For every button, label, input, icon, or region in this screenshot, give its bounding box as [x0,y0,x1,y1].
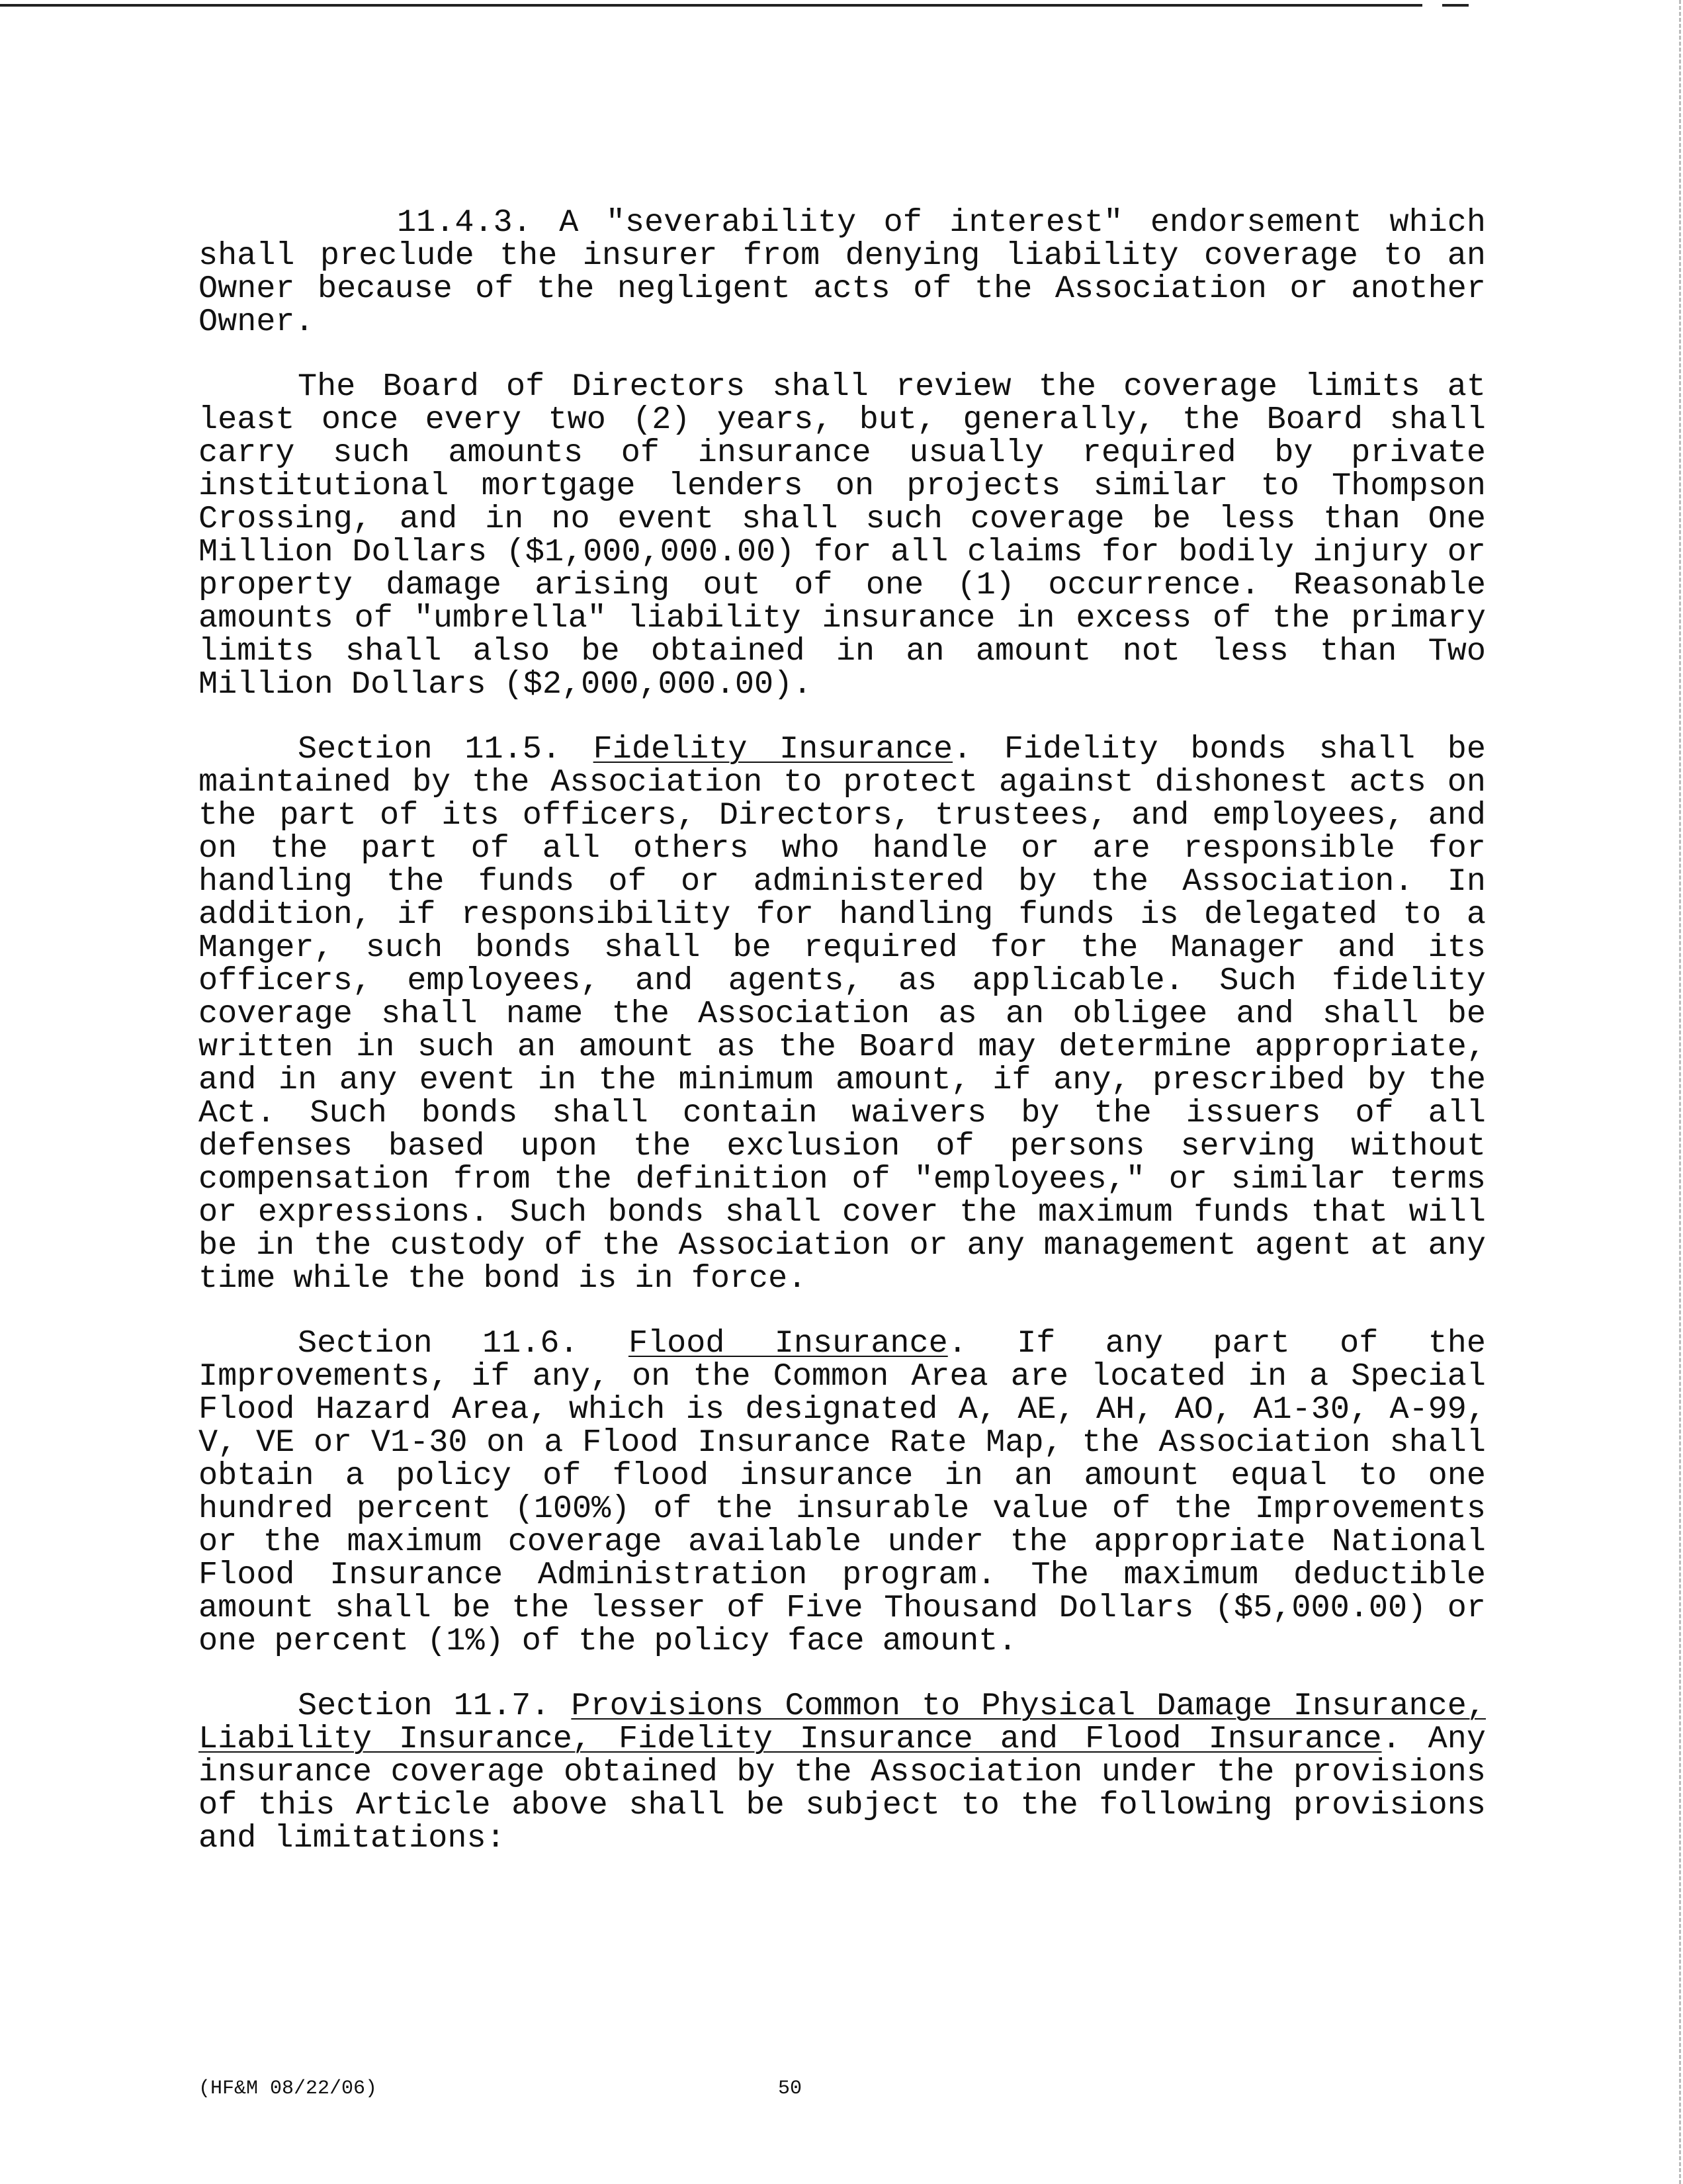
top-rule [0,4,1422,7]
paragraph-text: The Board of Directors shall review the coverage limits at least once every two (2) years, but, generally, the Board shall carry such amounts of insurance usually required by private institutional mortgage lenders on projects similar to Thompson Crossing, and in no event shall such coverage be less than One Million Dollars ($1,000,000.00) for all claims for bodily injury or property damage arising out of one (1) occurrence. Reasonable amounts of "umbrella" liability insurance in excess of the primary limits shall also be obtained in an amount not less than Two Million Dollars ($2,000,000.00). [198,369,1486,703]
paragraph-section-11-7: Section 11.7. Provisions Common to Physical Damage Insurance, Liability Insurance, Fidelity Insurance and Flood Insurance. Any insurance coverage obtained by the Association under the provisions of this Article above shall be subject to the following provisions and limitations: [198,1688,1486,1856]
section-heading: Provisions Common to Physical Damage Insurance, Liability Insurance, Fidelity Insurance and Flood Insurance [198,1688,1486,1757]
page-number: 50 [778,2077,802,2100]
paragraph-section-11-6: Section 11.6. Flood Insurance. If any part of the Improvements, if any, on the Common Area are located in a Special Flood Hazard Area, which is designated A, AE, AH, AO, A1-30, A-99, V, VE or V1-30 on a Flood Insurance Rate Map, the Association shall obtain a policy of flood insurance in an amount equal to one hundred percent (100%) of the insurable value of the Improvements or the maximum coverage available under the appropriate National Flood Insurance Administration program. The maximum deductible amount shall be the lesser of Five Thousand Dollars ($5,000.00) or one percent (1%) of the policy face amount. [198,1325,1487,1659]
paragraph-11-4-3 [198,206,1486,339]
document-body [198,206,1486,1887]
section-heading: Flood Insurance [628,1325,948,1362]
paragraph-text: 11.4.3. A "severability of interest" endorsement which shall preclude the insurer from denying liability coverage to an Owner because of the negligent acts of the Association or another Owner. [198,204,1486,340]
section-label: Section 11.6. [298,1325,579,1362]
paragraph-board-review [198,371,1486,701]
top-rule-dash [1442,4,1469,7]
paragraph-text: Fidelity bonds shall be maintained by the Association to protect against dishonest acts on the part of its officers, Directors, trustees, and employees, and on the part of all others who handle or are responsible for handling the funds of or administered by the Association. In addition, if responsibility for handling funds is delegated to a Manger, such bonds shall be required for the Manager and its officers, employees, and agents, as applicable. Such fidelity coverage shall name the Association as an obligee and shall be written in such an amount as the Board may determine appropriate, and in any event in the minimum amount, if any, prescribed by the Act. Such bonds shall contain waivers by the issuers of all defenses based upon the exclusion of persons serving without compensation from the definition of "employees," or similar terms or expressions. Such bonds shall cover the maximum funds that will be in the custody of the Association or any management agent at any time while the bond is in force. [198,731,1486,1297]
section-label: Section 11.7. [298,1688,550,1724]
paragraph-text: Any insurance coverage obtained by the Association under the provisions of this Article above shall be subject to the following provisions and limitations: [198,1721,1486,1856]
footer-doc-code: (HF&M 08/22/06) [198,2077,378,2100]
paragraph-section-11-5: Section 11.5. Fidelity Insurance. Fidelity bonds shall be maintained by the Association to protect against dishonest acts on the part of its officers, Directors, trustees, and employees, and on the part of all others who handle or are responsible for handling the funds of or administered by the Association. In addition, if responsibility for handling funds is delegated to a Manger, such bonds shall be required for the Manager and its officers, employees, and agents, as applicable. Such fidelity coverage shall name the Association as an obligee and shall be written in such an amount as the Board may determine appropriate, and in any event in the minimum amount, if any, prescribed by the Act. Such bonds shall contain waivers by the issuers of all defenses based upon the exclusion of persons serving without compensation from the definition of "employees," or similar terms or expressions. Such bonds shall cover the maximum funds that will be in the custody of the Association or any management agent at any time while the bond is in force. [198,731,1486,1297]
paragraph-text: If any part of the Improvements, if any, on the Common Area are located in a Special Flood Hazard Area, which is designated A, AE, AH, AO, A1-30, A-99, V, VE or V1-30 on a Flood Insurance Rate Map, the Association shall obtain a policy of flood insurance in an amount equal to one hundred percent (100%) of the insurable value of the Improvements or the maximum coverage available under the appropriate National Flood Insurance Administration program. The maximum deductible amount shall be the lesser of Five Thousand Dollars ($5,000.00) or one percent (1%) of the policy face amount. [198,1325,1487,1659]
section-heading: Fidelity Insurance [593,731,953,767]
scan-edge [1679,0,1683,2184]
section-label: Section 11.5. [298,731,561,767]
